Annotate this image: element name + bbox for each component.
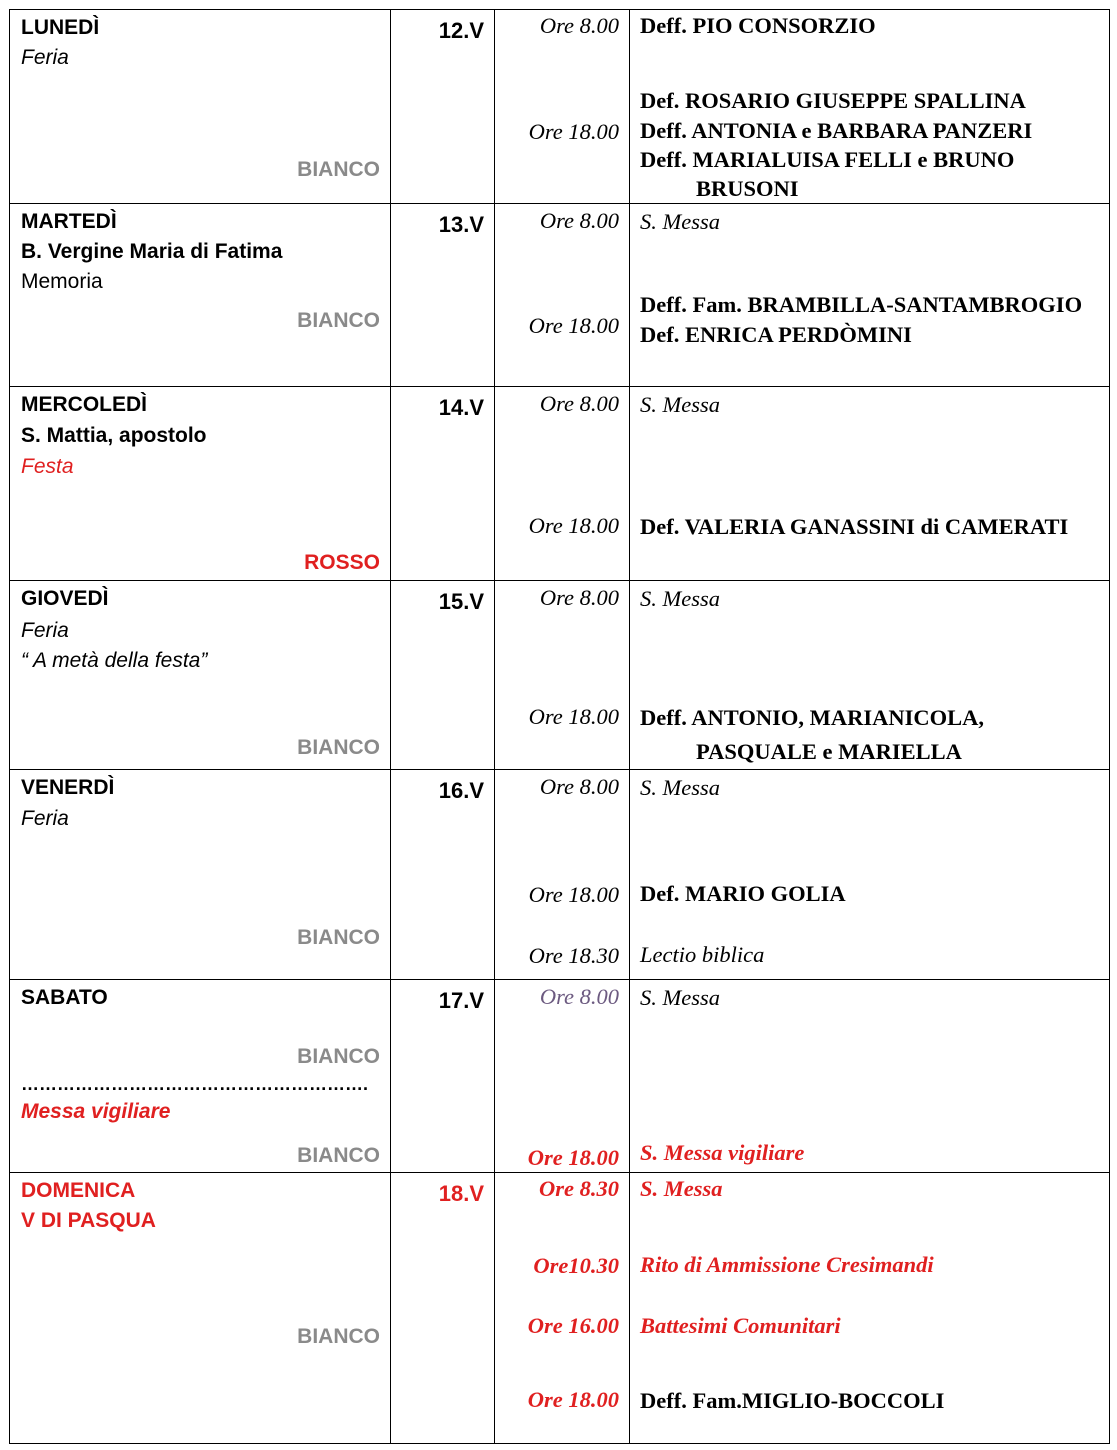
liturgical-color: BIANCO — [297, 1144, 380, 1167]
time-cell — [494, 770, 630, 979]
table-row-sabato — [9, 979, 1110, 1172]
celebration: B. Vergine Maria di Fatima — [21, 240, 283, 263]
intention: Deff. MARIALUISA FELLI e BRUNO — [640, 147, 1015, 172]
intention-cell — [629, 770, 1109, 979]
celebration: S. Mattia, apostolo — [21, 424, 207, 447]
intention: Deff. ANTONIO, MARIANICOLA, — [640, 705, 984, 730]
day-cell — [10, 204, 391, 386]
liturgical-color: BIANCO — [297, 736, 380, 759]
day-subtitle: Feria — [21, 807, 69, 830]
time: Ore 18.30 — [528, 943, 619, 968]
intention-cell — [629, 1173, 1109, 1443]
day-name: SABATO — [21, 986, 108, 1009]
table-row-mercoledi — [9, 386, 1110, 580]
time: Ore 18.00 — [528, 704, 619, 729]
time: Ore 8.00 — [539, 208, 619, 233]
day-cell — [10, 387, 391, 580]
time-cell — [494, 1173, 630, 1443]
date-cell — [390, 581, 495, 769]
table-row-martedi — [9, 203, 1110, 386]
intention-cell — [629, 387, 1109, 580]
intention-cell — [629, 10, 1109, 203]
time-cell — [494, 980, 630, 1172]
day-cell — [10, 770, 391, 979]
day-name: MARTEDÌ — [21, 210, 117, 233]
intention: PASQUALE e MARIELLA — [696, 739, 962, 764]
date: 12.V — [438, 18, 484, 43]
time: Ore 8.00 — [539, 774, 619, 799]
day-subtitle: Feria — [21, 619, 69, 642]
intention: S. Messa vigiliare — [640, 1140, 805, 1165]
intention: Battesimi Comunitari — [640, 1313, 841, 1338]
day-name: DOMENICA — [21, 1179, 136, 1202]
time: Ore 8.00 — [539, 984, 619, 1009]
liturgical-color: BIANCO — [297, 926, 380, 949]
time: Ore 8.00 — [539, 585, 619, 610]
date-cell — [390, 387, 495, 580]
intention-cell — [629, 581, 1109, 769]
time: Ore 18.00 — [527, 1387, 619, 1412]
time: Ore 18.00 — [528, 119, 619, 144]
intention: Rito di Ammissione Cresimandi — [640, 1252, 934, 1277]
date-cell — [390, 980, 495, 1172]
intention: Deff. PIO CONSORZIO — [640, 13, 876, 38]
celebration: V DI PASQUA — [21, 1209, 156, 1232]
day-name: LUNEDÌ — [21, 16, 100, 39]
time: Ore 18.00 — [527, 1145, 619, 1170]
time-cell — [494, 581, 630, 769]
intention: Deff. ANTONIA e BARBARA PANZERI — [640, 118, 1033, 143]
time: Ore 18.00 — [528, 882, 619, 907]
day-cell — [10, 1173, 391, 1443]
date: 14.V — [438, 395, 484, 420]
intention: S. Messa — [640, 775, 720, 800]
date: 15.V — [438, 589, 484, 614]
liturgical-color: BIANCO — [297, 309, 380, 332]
table-row-lunedi — [9, 9, 1110, 203]
day-name: VENERDÌ — [21, 776, 115, 799]
day-cell — [10, 980, 391, 1172]
time: Ore 8.00 — [539, 13, 619, 38]
liturgical-color: BIANCO — [297, 1325, 380, 1348]
day-subtitle: Feria — [21, 46, 69, 69]
vigil-label: Messa vigiliare — [21, 1100, 171, 1123]
intention: S. Messa — [640, 985, 720, 1010]
intention: Def. MARIO GOLIA — [640, 881, 846, 906]
intention: Deff. Fam. BRAMBILLA-SANTAMBROGIO — [640, 292, 1083, 317]
liturgical-color: BIANCO — [297, 158, 380, 181]
intention: S. Messa — [640, 1176, 723, 1201]
intention: Deff. Fam.MIGLIO-BOCCOLI — [640, 1388, 945, 1413]
date: 13.V — [438, 212, 484, 237]
intention: Def. ROSARIO GIUSEPPE SPALLINA — [640, 88, 1026, 113]
intention-cell — [629, 204, 1109, 386]
time: Ore 8.30 — [539, 1176, 619, 1201]
time: Ore 16.00 — [527, 1313, 619, 1338]
intention: Def. VALERIA GANASSINI di CAMERATI — [640, 514, 1069, 539]
date: 16.V — [438, 778, 484, 803]
day-cell — [10, 10, 391, 203]
time: Ore 18.00 — [528, 313, 619, 338]
day-name: MERCOLEDÌ — [21, 393, 147, 416]
table-row-venerdi — [9, 769, 1110, 979]
day-name: GIOVEDÌ — [21, 587, 109, 610]
intention: Def. ENRICA PERDÒMINI — [640, 322, 912, 347]
date-cell — [390, 770, 495, 979]
date-cell — [390, 1173, 495, 1443]
time-cell — [494, 10, 630, 203]
note: “ A metà della festa” — [21, 649, 208, 672]
liturgical-color: ROSSO — [304, 551, 380, 574]
date: 17.V — [438, 988, 484, 1013]
time-cell — [494, 387, 630, 580]
intention: Lectio biblica — [640, 942, 765, 967]
rank: Festa — [21, 455, 74, 478]
separator: …………………………………………………. — [21, 1074, 369, 1094]
date-cell — [390, 10, 495, 203]
day-cell — [10, 581, 391, 769]
rank: Memoria — [21, 270, 103, 293]
intention: BRUSONI — [696, 176, 799, 201]
time: Ore 18.00 — [528, 513, 619, 538]
table-row-domenica — [9, 1172, 1110, 1444]
intention-cell — [629, 980, 1109, 1172]
intention: S. Messa — [640, 209, 720, 234]
time-cell — [494, 204, 630, 386]
table-row-giovedi — [9, 580, 1110, 769]
intention: S. Messa — [640, 586, 720, 611]
date-cell — [390, 204, 495, 386]
time: Ore10.30 — [533, 1253, 619, 1278]
intention: S. Messa — [640, 392, 720, 417]
date: 18.V — [438, 1181, 484, 1206]
liturgical-color: BIANCO — [297, 1045, 380, 1068]
time: Ore 8.00 — [539, 391, 619, 416]
